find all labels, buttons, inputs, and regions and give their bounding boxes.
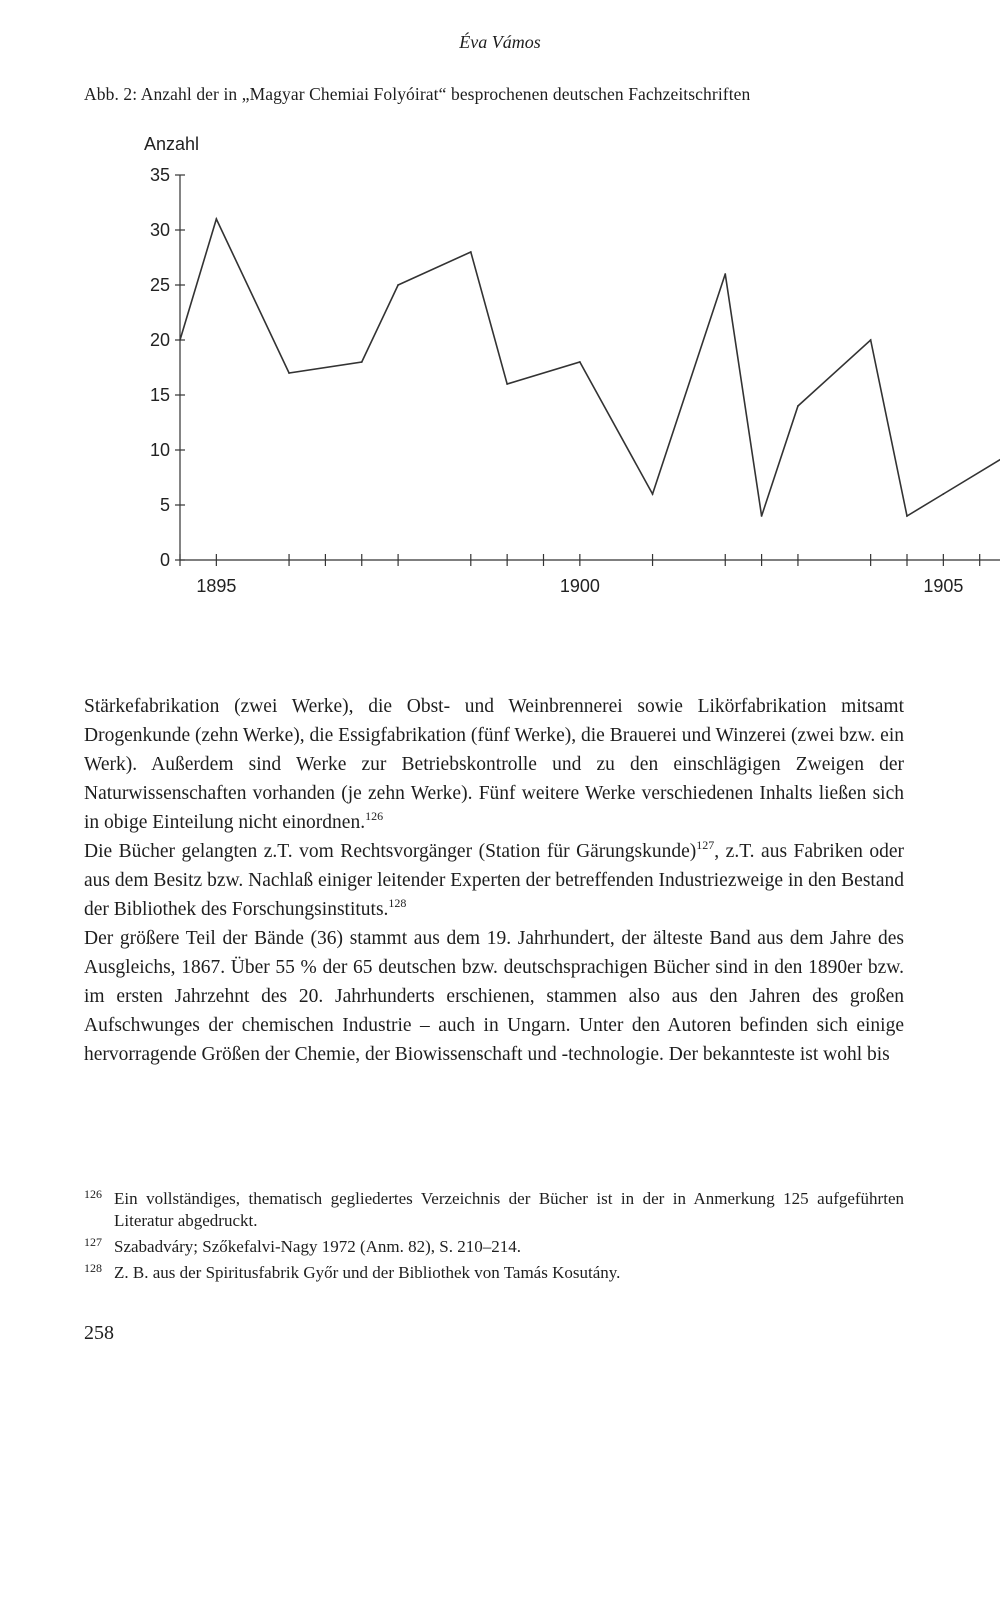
data-point <box>361 361 363 363</box>
line-chart <box>0 120 1000 640</box>
footnote-ref-127: 127 <box>696 838 715 852</box>
y-tick-label: 15 <box>149 385 170 405</box>
y-tick-label: 25 <box>149 275 170 295</box>
footnote-ref-126: 126 <box>365 809 384 823</box>
footnotes <box>84 1188 904 1288</box>
footnote <box>84 1188 904 1232</box>
x-tick-label: 1900 <box>559 576 600 596</box>
data-point <box>652 493 654 495</box>
data-point <box>906 515 908 517</box>
x-tick-label: 1895 <box>196 576 237 596</box>
footnote-text: Z. B. aus der Spiritusfabrik Győr und der Bibliothek von Tamás Kosutány. <box>114 1263 621 1282</box>
data-point <box>470 251 472 253</box>
data-point <box>761 515 763 517</box>
data-point <box>179 339 181 341</box>
data-point <box>579 361 581 363</box>
paragraph-2: Die Bücher gelangten z.T. vom Rechtsvorgänger (Station für Gärungskunde)$^{127}$, z.T. aus Fabriken oder aus dem Besitz bzw. Nachlaß einiger leitender Experten der betreffenden Industriezweige in den Bestand der Bibliothek des Forschungsinstituts.$^{128}$ <box>84 838 905 920</box>
y-tick-label: 5 <box>159 495 170 515</box>
running-head: Éva Vámos <box>459 32 541 52</box>
y-axis-title: Anzahl <box>144 134 200 154</box>
y-tick-label: 10 <box>149 440 170 460</box>
paragraph-1: Stärkefabrikation (zwei Werke), die Obst- und Weinbrennerei sowie Likörfabrikation mitsamt Drogenkunde (zehn Werke), die Essigfabrikation (fünf Werke), die Brauerei und Winzerei (zwei bzw. ein Werk). Außerdem sind Werke zur Betriebskontrolle und zu den einschlägigen Zweigen der Naturwissenschaften vorhanden (je zehn Werke). Fünf weitere Werke verschiedenen Inhalts ließen sich in obige Einteilung nicht einordnen.$^{126}$ <box>84 696 904 833</box>
figure-caption: Abb. 2: Anzahl der in „Magyar Chemiai Folyóirat“ besprochenen deutschen Fachzeitschriften <box>84 84 751 104</box>
footnote-text: Szabadváry; Szőkefalvi-Nagy 1972 (Anm. 82), S. 210–214. <box>114 1237 521 1256</box>
data-point <box>942 493 944 495</box>
data-point <box>215 218 217 220</box>
series-line <box>180 219 1000 516</box>
y-tick-label: 35 <box>149 165 170 185</box>
data-point <box>724 273 726 275</box>
page-number: 258 <box>84 1322 114 1344</box>
footnote-number: 128 <box>84 1261 102 1275</box>
data-point <box>870 339 872 341</box>
footnote <box>84 1262 904 1284</box>
x-tick-label: 1905 <box>923 576 964 596</box>
footnote-ref-128: 128 <box>388 896 407 910</box>
footnote-text: Ein vollständiges, thematisch gegliedertes Verzeichnis der Bücher ist in der in Anmerkung 125 aufgeführten Literatur abgedruckt. <box>114 1189 904 1230</box>
data-point <box>506 383 508 385</box>
y-tick-label: 20 <box>149 330 170 350</box>
footnote-number: 126 <box>84 1187 102 1201</box>
footnote-number: 127 <box>84 1235 102 1249</box>
body-text <box>84 692 904 1069</box>
paragraph-3: Der größere Teil der Bände (36) stammt aus dem 19. Jahrhundert, der älteste Band aus dem Jahre des Ausgleichs, 1867. Über 55 % der 65 deutschen bzw. deutschsprachigen Bücher sind in den 1890er bzw. im ersten Jahrzehnt des 20. Jahrhunderts erschienen, stammen also aus den Jahren des großen Aufschwunges der chemischen Industrie – auch in Ungarn. Unter den Autoren befinden sich einige hervorragende Größen der Chemie, der Biowissenschaft und -technologie. Der bekannteste ist wohl bis <box>84 928 904 1065</box>
y-tick-label: 30 <box>149 220 170 240</box>
footnote <box>84 1236 904 1258</box>
y-tick-label: 0 <box>159 550 170 570</box>
data-point <box>397 284 399 286</box>
data-point <box>288 372 290 374</box>
data-point <box>797 405 799 407</box>
